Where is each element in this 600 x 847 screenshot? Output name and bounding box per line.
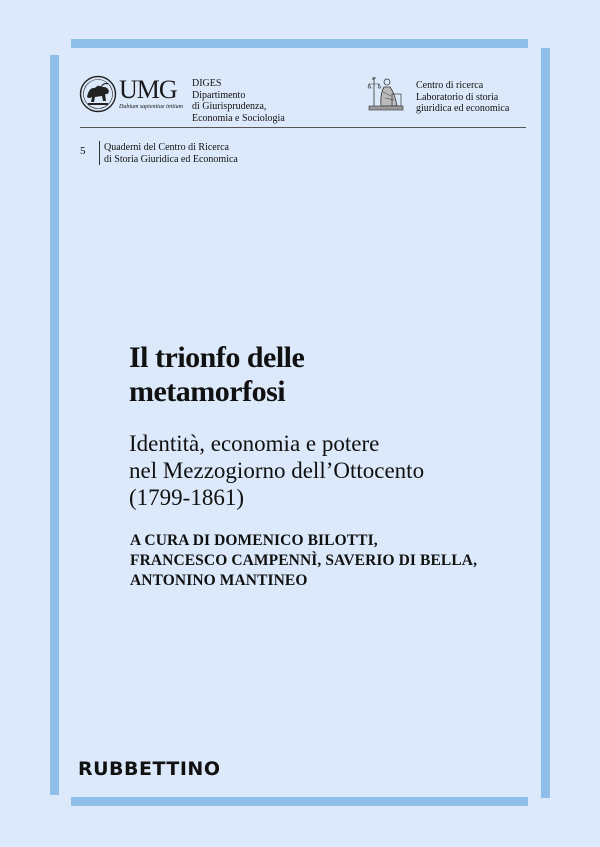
book-editors-line: ANTONINO MANTINEO — [130, 572, 308, 589]
department-line: di Giurisprudenza, — [192, 101, 267, 112]
series-number: 5 — [80, 145, 86, 157]
frame-top-bar — [71, 39, 528, 48]
book-subtitle-line: Identità, economia e potere — [129, 431, 380, 456]
book-subtitle-line: nel Mezzogiorno dell’Ottocento — [129, 458, 425, 483]
department-line: DIGES — [192, 78, 222, 89]
research-center-line: giuridica ed economica — [416, 103, 510, 114]
department-line: Dipartimento — [192, 89, 246, 101]
book-editors-line: FRANCESCO CAMPENNÌ, SAVERIO DI BELLA, — [130, 552, 478, 569]
book-editors-line: A CURA DI DOMENICO BILOTTI, — [130, 532, 378, 549]
series-divider — [99, 141, 100, 165]
book-subtitle-line: (1799-1861) — [129, 485, 244, 510]
header-divider — [80, 127, 526, 128]
book-subtitle — [129, 430, 424, 511]
umg-motto: Dubium sapientiae initium — [119, 104, 183, 110]
research-center-line: Laboratorio di storia — [416, 91, 499, 103]
book-title-line: Il trionfo delle — [129, 341, 305, 374]
series-title-line: Quaderni del Centro di Ricerca — [104, 142, 229, 153]
frame-bottom-bar — [71, 797, 528, 806]
department-block — [192, 78, 285, 124]
book-title-line: metamorfosi — [129, 375, 286, 408]
series-title — [104, 142, 238, 165]
research-center-line: Centro di ricerca — [416, 80, 484, 91]
umg-seal-icon — [79, 75, 117, 113]
book-editors — [130, 531, 477, 591]
frame-left-bar — [50, 55, 59, 795]
research-center-block — [416, 80, 509, 115]
series-title-line: di Storia Giuridica ed Economica — [104, 153, 238, 165]
frame-right-bar — [541, 48, 550, 798]
umg-letters: UMG — [119, 75, 177, 104]
justice-figure-icon — [365, 72, 407, 114]
umg-logo — [79, 75, 187, 115]
publisher-logo: RUBBETTINO — [78, 758, 221, 780]
book-title — [129, 341, 304, 409]
department-line: Economia e Sociologia — [192, 112, 285, 124]
